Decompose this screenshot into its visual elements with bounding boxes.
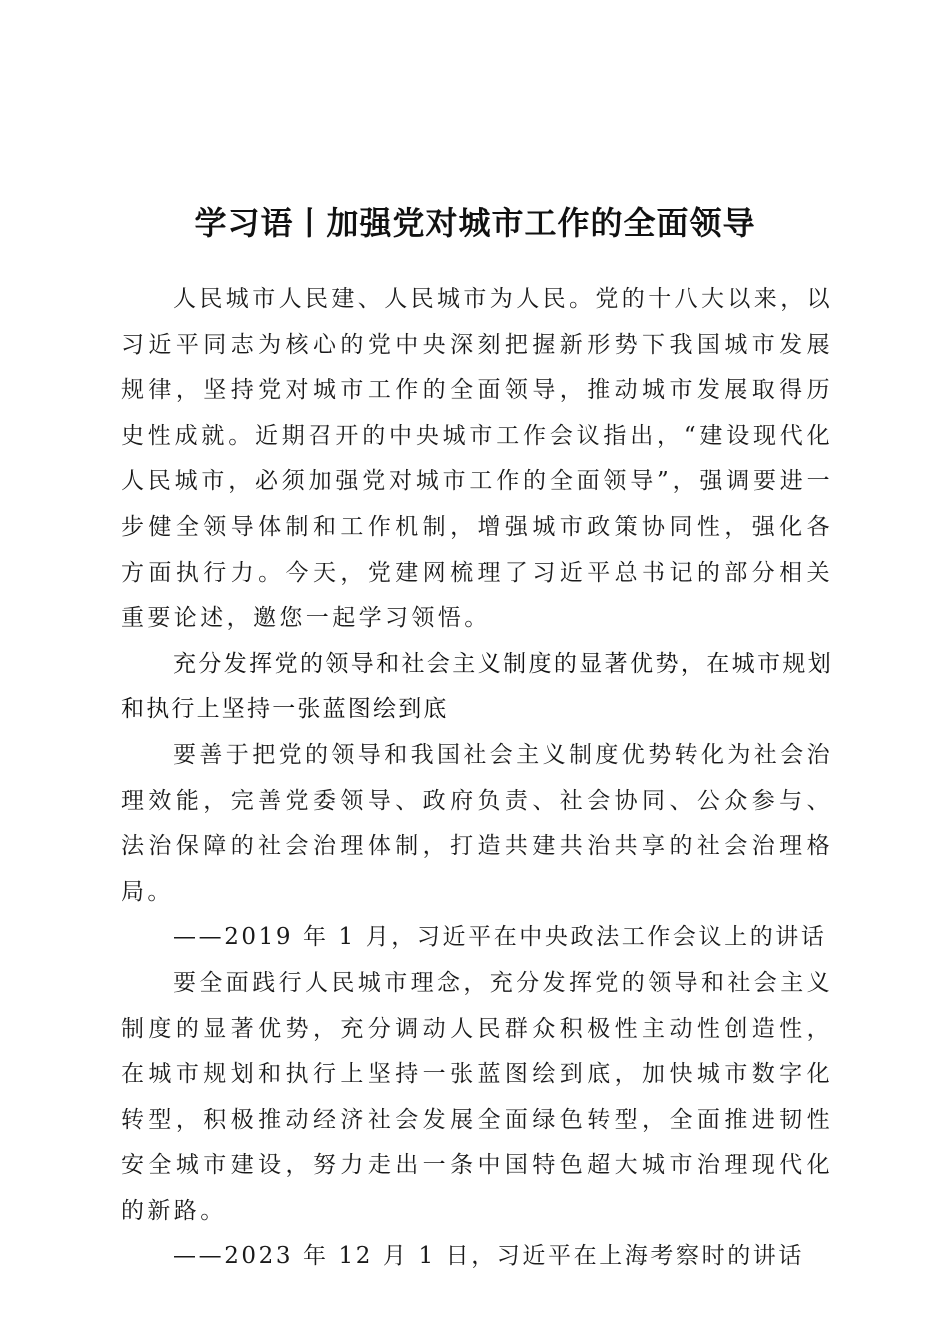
quote-paragraph: 要全面践行人民城市理念，充分发挥党的领导和社会主义制度的显著优势，充分调动人民群众积极性主动性创造性，在城市规划和执行上坚持一张蓝图绘到底，加快城市数字化转型，积极推动经济社会发展全面绿色转型，全面推进韧性安全城市建设，努力走出一条中国特色超大城市治理现代化的新路。: [121, 969, 833, 1224]
quote-source: ——2023 年 12 月 1 日，习近平在上海考察时的讲话: [173, 1243, 804, 1270]
quote-paragraph: 要善于把党的领导和我国社会主义制度优势转化为社会治理效能，完善党委领导、政府负责、社会协同、公众参与、法治保障的社会治理体制，打造共建共治共享的社会治理格局。: [121, 741, 833, 905]
section-heading: 充分发挥党的领导和社会主义制度的显著优势，在城市规划和执行上坚持一张蓝图绘到底: [121, 650, 833, 723]
intro-paragraph: 人民城市人民建、人民城市为人民。党的十八大以来，以习近平同志为核心的党中央深刻把握新形势下我国城市发展规律，坚持党对城市工作的全面领导，推动城市发展取得历史性成就。近期召开的中央城市工作会议指出，“建设现代化人民城市，必须加强党对城市工作的全面领导”，强调要进一步健全领导体制和工作机制，增强城市政策协同性，强化各方面执行力。今天，党建网梳理了习近平总书记的部分相关重要论述，邀您一起学习领悟。: [121, 286, 833, 632]
quote-source: ——2019 年 1 月，习近平在中央政法工作会议上的讲话: [173, 924, 827, 951]
document-body: [121, 277, 833, 1280]
document-title: 学习语丨加强党对城市工作的全面领导: [194, 204, 756, 243]
